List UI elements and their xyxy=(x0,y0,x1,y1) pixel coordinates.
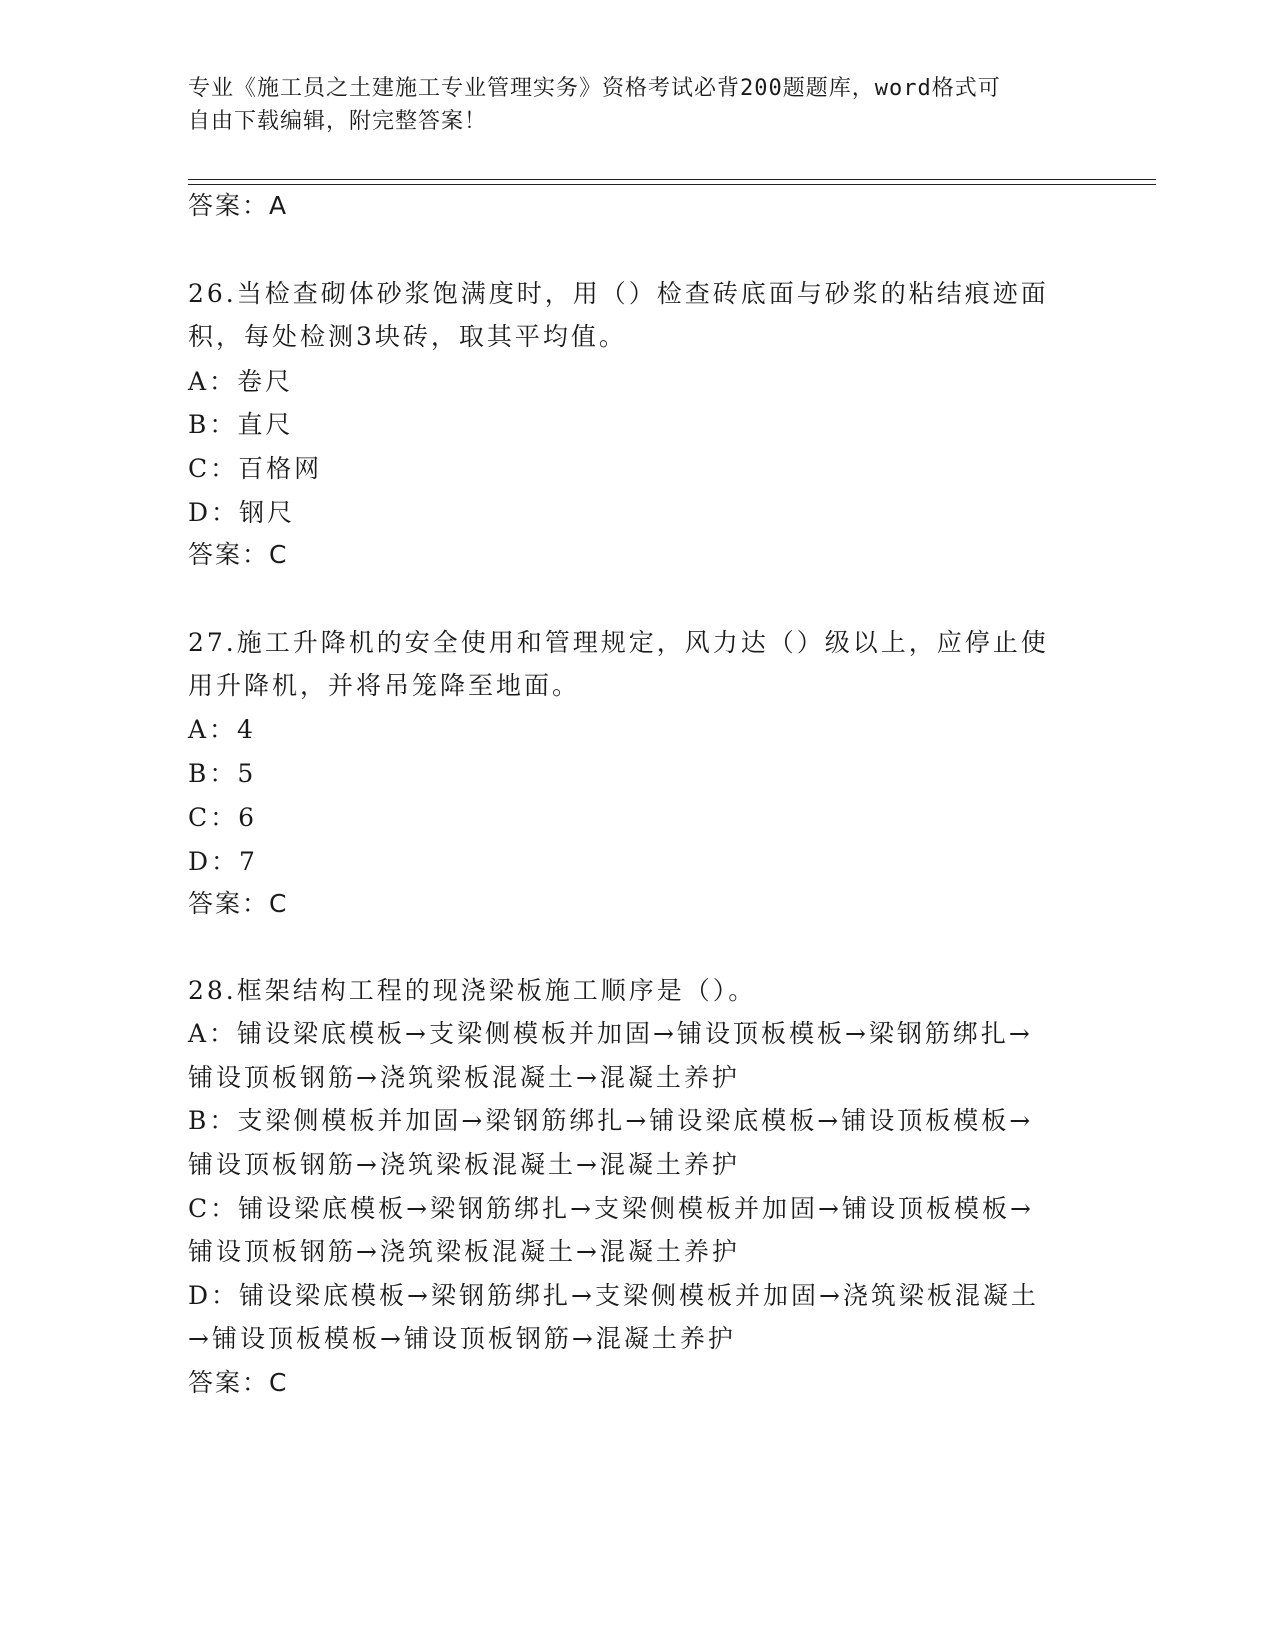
question-stem: 28.框架结构工程的现浇梁板施工顺序是（）。 xyxy=(188,976,757,1005)
question-stem-continued: 用升降机，并将吊笼降至地面。 xyxy=(188,671,581,700)
document-header xyxy=(188,72,1068,138)
header-rule-top xyxy=(188,179,1156,180)
question-stem-continued: 积，每处检测3块砖，取其平均值。 xyxy=(188,322,627,351)
header-line-1: 专业《施工员之土建施工专业管理实务》资格考试必背200题题库，word格式可 xyxy=(188,76,1001,101)
option-a-continued: 铺设顶板钢筋→浇筑梁板混凝土→混凝土养护 xyxy=(188,1063,740,1092)
header-line-2: 自由下载编辑，附完整答案！ xyxy=(188,109,488,134)
option-c-continued: 铺设顶板钢筋→浇筑梁板混凝土→混凝土养护 xyxy=(188,1237,740,1266)
option-d-continued: →铺设顶板模板→铺设顶板钢筋→混凝土养护 xyxy=(188,1324,736,1353)
option-b: B：直尺 xyxy=(188,410,294,439)
option-b: B：支梁侧模板并加固→梁钢筋绑扎→铺设梁底模板→铺设顶板模板→ xyxy=(188,1106,1034,1135)
option-b: B：5 xyxy=(188,759,257,788)
option-c: C：百格网 xyxy=(188,454,323,483)
question-stem: 26.当检查砌体砂浆饱满度时，用（）检查砖底面与砂浆的粘结痕迹面 xyxy=(188,279,1049,308)
option-a: A：铺设梁底模板→支梁侧模板并加固→铺设顶板模板→梁钢筋绑扎→ xyxy=(188,1019,1033,1048)
option-c: C：铺设梁底模板→梁钢筋绑扎→支梁侧模板并加固→铺设顶板模板→ xyxy=(188,1194,1034,1223)
header-rule-bottom xyxy=(188,184,1156,185)
option-a: A：卷尺 xyxy=(188,367,294,396)
option-d: D：铺设梁底模板→梁钢筋绑扎→支梁侧模板并加固→浇筑梁板混凝土 xyxy=(188,1281,1039,1310)
option-b-continued: 铺设顶板钢筋→浇筑梁板混凝土→混凝土养护 xyxy=(188,1150,740,1179)
option-c: C：6 xyxy=(188,803,258,832)
option-d: D：7 xyxy=(188,847,258,876)
answer: 答案：C xyxy=(188,1368,289,1397)
answer: 答案：C xyxy=(188,889,289,918)
option-d: D：钢尺 xyxy=(188,498,296,527)
option-a: A：4 xyxy=(188,715,256,744)
previous-answer: 答案：A xyxy=(188,191,289,220)
question-stem: 27.施工升降机的安全使用和管理规定，风力达（）级以上，应停止使 xyxy=(188,628,1049,657)
answer: 答案：C xyxy=(188,540,289,569)
